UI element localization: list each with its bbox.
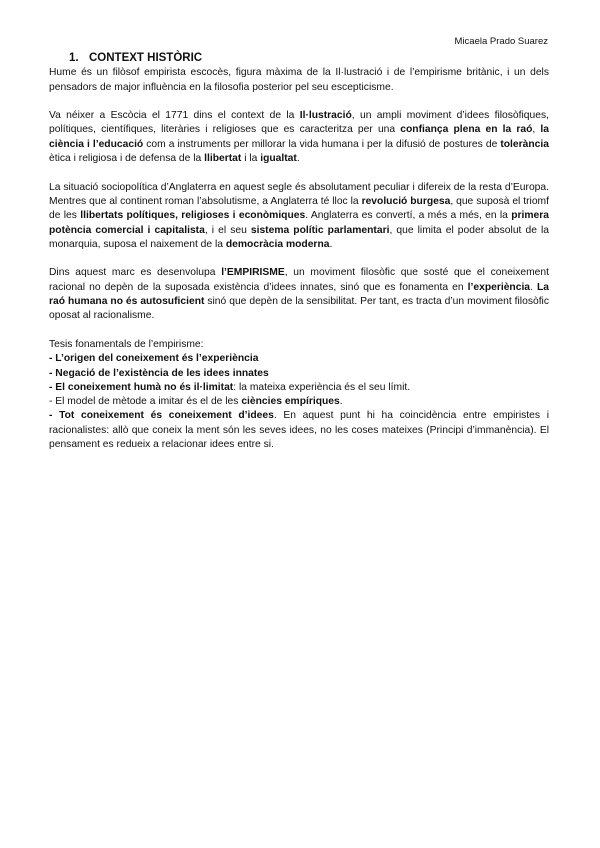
bold-term: la ciència i l’educació xyxy=(49,124,549,150)
list-item xyxy=(49,395,549,409)
bold-term: llibertat xyxy=(204,153,242,165)
bold-term: La raó humana no és autosuficient xyxy=(49,281,549,308)
paragraph-birth-context xyxy=(49,109,549,166)
list-item xyxy=(49,352,549,366)
paragraph-text: , un moviment filosòfic que sosté que el coneixement racional no depèn de la suposada existència d’idees innates, sinó que es fonamenta en xyxy=(49,267,549,293)
list-item xyxy=(49,381,549,395)
bold-term: revolució burgesa xyxy=(361,195,451,207)
bold-term: sistema polític parlamentari xyxy=(250,224,390,236)
paragraph-text: . En aquest punt hi ha coincidència entre empiristes i racionalistes: allò que coneix la ment són les seves idees, no les coses mateixes (Principi d’immanència). El pensament es redueix a relacionar idees entre si. xyxy=(49,410,549,451)
paragraph-text: : la mateixa experiència és el seu límit. xyxy=(233,381,411,393)
list-item xyxy=(49,367,549,381)
paragraph-sociopolitical xyxy=(49,181,549,252)
paragraph-text: , xyxy=(532,124,541,136)
paragraph-text: i la xyxy=(241,153,261,165)
paragraph-text: , que suposà el triomf de les xyxy=(49,195,549,222)
paragraph-text: Hume és un filòsof empirista escocès, figura màxima de la Il·lustració i de l’empirisme britànic, i un dels pensadors de major influència en la filosofia posterior pel seu escepticisme. xyxy=(49,67,549,93)
bold-term: Il·lustració xyxy=(299,110,352,122)
document-body xyxy=(49,51,549,452)
list-item xyxy=(49,409,549,452)
paragraph-intro xyxy=(49,66,549,95)
paragraph-text: . Anglaterra es convertí, a més a més, en la xyxy=(305,210,512,222)
author-header: Micaela Prado Suarez xyxy=(454,36,548,47)
bold-term: confiança plena en la raó xyxy=(400,124,533,136)
bold-term: l’experiència xyxy=(467,281,531,293)
bold-term: democràcia moderna xyxy=(225,238,330,250)
paragraph-text: ètica i religiosa i de defensa de la xyxy=(49,153,205,165)
section-title: CONTEXT HISTÒRIC xyxy=(89,52,203,64)
paragraph-text: . xyxy=(339,396,343,408)
bold-term: - L’origen del coneixement és l’experiència xyxy=(49,353,259,365)
bold-term: - El coneixement humà no és il·limitat xyxy=(49,381,234,393)
section-heading xyxy=(69,51,549,65)
theses-list xyxy=(49,338,549,452)
paragraph-text: . xyxy=(296,153,300,165)
paragraph-text: - El model de mètode a imitar és el de les xyxy=(49,396,242,408)
paragraph-text: , i el seu xyxy=(204,224,251,236)
bold-term: ciències empíriques xyxy=(241,396,340,408)
paragraph-text: sinó que depèn de la sensibilitat. Per tant, es tracta d’un moviment filosòfic oposat al racionalisme. xyxy=(49,296,549,322)
paragraph-text: Dins aquest marc es desenvolupa xyxy=(49,267,222,279)
paragraph-text: . xyxy=(530,281,537,293)
bold-term: - Tot coneixement és coneixement d’idees xyxy=(49,410,274,422)
paragraph-text: , un ampli moviment d’idees filosòfiques, polítiques, científiques, literàries i religioses que es caracteritza per una xyxy=(49,110,549,136)
bold-term: llibertats polítiques, religioses i econòmiques xyxy=(80,210,306,222)
bold-term: primera potència comercial i capitalista xyxy=(49,210,549,236)
bold-term: tolerància xyxy=(500,138,549,150)
paragraph-text: Va néixer a Escòcia el 1771 dins el context de la xyxy=(49,110,300,122)
bold-term: - Negació de l’existència de les idees innates xyxy=(49,367,269,379)
paragraph-text: La situació sociopolítica d’Anglaterra en aquest segle és absolutament peculiar i difereix de la resta d’Europa. Mentres que al continent roman l’absolutisme, a Anglaterra té lloc la xyxy=(49,181,549,207)
bold-term: igualtat xyxy=(260,153,297,165)
paragraph-empiricism xyxy=(49,266,549,323)
bold-term: l’EMPIRISME xyxy=(221,267,285,279)
paragraph-text: com a instruments per millorar la vida humana i per la difusió de postures de xyxy=(143,138,501,150)
theses-intro: Tesis fonamentals de l’empirisme: xyxy=(49,338,204,350)
paragraph-text: , que limita el poder absolut de la monarquia, suposa el naixement de la xyxy=(49,224,549,250)
paragraph-text: . xyxy=(329,238,333,250)
section-number: 1. xyxy=(69,52,79,64)
